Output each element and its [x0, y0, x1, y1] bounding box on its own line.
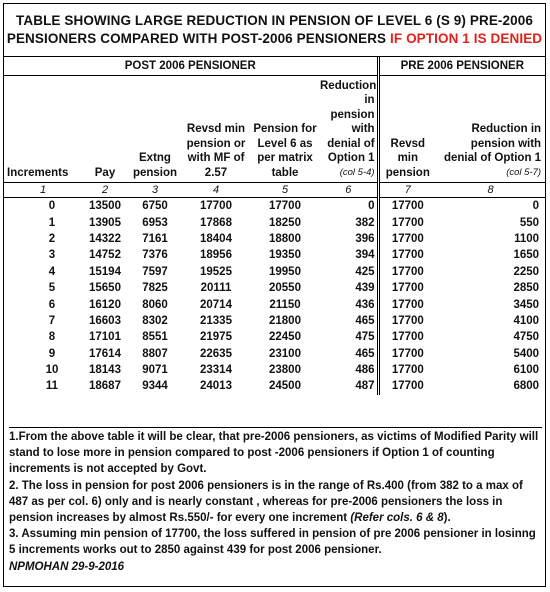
table-cell: 22450 [269, 331, 301, 344]
note-3: 3. Assuming min pension of 17700, the loss suffered in pension of pre 2006 pensioner in losinng 5 increments works out to 2850 against 439 for post 2006 pensioner. [9, 528, 536, 557]
table-cell: 4750 [513, 331, 540, 344]
header-reduction-col8-text: Reduction in pension with denial of Option 1 [443, 123, 542, 164]
table-cell: 7 [48, 314, 56, 327]
table-cell: 382 [355, 216, 375, 229]
title-line-2 [4, 30, 545, 48]
column-number: 5 [250, 183, 320, 198]
table-cell: 24013 [200, 380, 232, 393]
note-2 [9, 478, 542, 527]
table-cell: 15194 [89, 265, 121, 278]
table-row [4, 231, 545, 247]
header-pay: Pay [94, 166, 116, 179]
column-number: 1 [4, 183, 82, 198]
table-cell: 6800 [513, 380, 540, 393]
note-2-end: ). [443, 512, 451, 525]
table-cell: 23800 [269, 364, 301, 377]
table-cell: 2250 [513, 265, 540, 278]
table-cell: 465 [355, 347, 375, 360]
table-cell: 2 [48, 232, 56, 245]
table-row [4, 313, 545, 329]
table-cell: 425 [355, 265, 375, 278]
table-row [4, 280, 545, 296]
table-cell: 7161 [142, 232, 168, 245]
header-increments: Increments [7, 166, 69, 179]
table-cell: 17700 [378, 214, 436, 230]
table-row [4, 198, 545, 215]
table-cell: 3 [48, 249, 56, 262]
table-cell: 5 [48, 282, 56, 295]
note-2-reference: (Refer cols. 6 & 8 [350, 512, 444, 525]
table-cell: 475 [355, 331, 375, 344]
table-cell: 17101 [89, 331, 121, 344]
table-cell: 24500 [269, 380, 301, 393]
column-header-row [4, 76, 545, 183]
table-cell: 18800 [269, 232, 301, 245]
table-cell: 16120 [89, 298, 121, 311]
table-cell: 19950 [269, 265, 301, 278]
table-cell: 0 [48, 200, 56, 213]
table-row [4, 346, 545, 362]
title-line-1: TABLE SHOWING LARGE REDUCTION IN PENSION OF LEVEL 6 (S 9) PRE-2006 [16, 13, 533, 28]
column-number-row [4, 183, 545, 198]
table-body [4, 198, 545, 395]
table-cell: 19525 [200, 265, 232, 278]
note-1: 1.From the above table it will be clear, that pre-2006 pensioners, as victims of Modified Parity will stand to lose more in pension compared to post -2006 pensioners if Option 1 of counting increments is not accepted by Govt. [9, 431, 539, 476]
table-cell: 5400 [513, 347, 540, 360]
table-cell: 18143 [89, 364, 121, 377]
table-row [4, 214, 545, 230]
table-title [4, 12, 545, 48]
title-line-2-black: PENSIONERS COMPARED WITH POST-2006 PENSIONERS [6, 31, 391, 46]
table-cell: 17700 [269, 200, 301, 213]
table-cell: 14322 [89, 232, 121, 245]
table-cell: 17700 [378, 264, 436, 280]
table-cell: 4 [48, 265, 56, 278]
table-cell: 550 [519, 216, 540, 229]
table-cell: 17614 [89, 347, 121, 360]
table-cell: 7597 [142, 265, 168, 278]
table-cell: 21800 [269, 314, 301, 327]
table-cell: 1650 [513, 249, 540, 262]
table-cell: 10 [45, 364, 59, 377]
post-2006-group-header: POST 2006 PENSIONER [4, 57, 378, 76]
header-extng-pension: Extng pension [132, 152, 178, 179]
column-number: 4 [182, 183, 250, 198]
table-cell: 17700 [378, 198, 436, 215]
header-revsd-min-pension: Revsd min pension or with MF of 2.57 [186, 123, 246, 179]
table-cell: 6 [48, 298, 56, 311]
table-cell: 486 [355, 364, 375, 377]
table-cell: 18404 [200, 232, 232, 245]
table-cell: 18687 [89, 380, 121, 393]
table-cell: 22635 [200, 347, 232, 360]
table-cell: 0 [368, 200, 375, 213]
table-cell: 21335 [200, 314, 232, 327]
table-cell: 396 [355, 232, 375, 245]
column-number: 3 [128, 183, 182, 198]
table-cell: 439 [355, 282, 375, 295]
table-cell: 17700 [378, 362, 436, 378]
table-cell: 17700 [378, 231, 436, 247]
table-row [4, 247, 545, 263]
table-cell: 13905 [89, 216, 121, 229]
table-cell: 21975 [200, 331, 232, 344]
table-cell: 20550 [269, 282, 301, 295]
header-revsd-min: Revsd min pension [378, 76, 436, 183]
table-row [4, 378, 545, 394]
pension-table [4, 57, 545, 395]
table-cell: 17700 [378, 313, 436, 329]
table-cell: 2850 [513, 282, 540, 295]
column-number: 7 [378, 183, 436, 198]
header-level6-pension: Pension for Level 6 as per matrix table [253, 123, 317, 179]
pre-2006-group-header: PRE 2006 PENSIONER [378, 57, 545, 76]
table-cell: 18956 [200, 249, 232, 262]
table-cell: 465 [355, 314, 375, 327]
notes-section [9, 427, 542, 575]
table-cell: 8302 [142, 314, 168, 327]
table-cell: 21150 [269, 298, 301, 311]
signature: NPMOHAN 29-9-2016 [9, 560, 125, 573]
table-cell: 13500 [89, 200, 121, 213]
table-cell: 4100 [513, 314, 540, 327]
header-reduction-col8 [436, 76, 545, 183]
document-frame [3, 3, 546, 587]
table-cell: 15650 [89, 282, 121, 295]
table-cell: 17700 [378, 346, 436, 362]
table-cell: 17700 [378, 329, 436, 345]
header-reduction-col6-text: Reduction in pension with denial of Option 1 [320, 79, 377, 164]
table-cell: 3450 [513, 298, 540, 311]
table-cell: 8551 [142, 331, 168, 344]
table-cell: 6953 [142, 216, 168, 229]
table-cell: 394 [355, 249, 375, 262]
table-cell: 20714 [200, 298, 232, 311]
note-2-main: 2. The loss in pension for post 2006 pensioners is in the range of Rs.400 (from 382 to a max of 487 as per col. 6) only and is nearly constant , whereas for pre-2006 pensioners the loss in pension increases by almost Rs.550/- for every one increment [9, 479, 523, 525]
column-number: 8 [436, 183, 545, 198]
table-cell: 23100 [269, 347, 301, 360]
table-cell: 17868 [200, 216, 232, 229]
table-cell: 9 [48, 347, 56, 360]
table-cell: 8807 [142, 347, 168, 360]
table-cell: 19350 [269, 249, 301, 262]
table-cell: 1100 [514, 232, 540, 245]
table-row [4, 362, 545, 378]
table-cell: 7825 [142, 282, 168, 295]
column-number: 6 [320, 183, 378, 198]
column-number: 2 [82, 183, 128, 198]
title-line-2-red: IF OPTION 1 IS DENIED [390, 31, 543, 46]
table-cell: 8060 [142, 298, 168, 311]
table-cell: 17700 [200, 200, 232, 213]
table-cell: 14752 [89, 249, 121, 262]
table-cell: 6750 [142, 200, 168, 213]
table-cell: 23314 [200, 364, 232, 377]
table-cell: 18250 [269, 216, 301, 229]
table-cell: 17700 [378, 296, 436, 312]
table-cell: 20111 [200, 282, 232, 295]
table-cell: 17700 [378, 280, 436, 296]
table-cell: 6100 [513, 364, 540, 377]
table-cell: 8 [48, 331, 56, 344]
pension-table-container [4, 56, 545, 395]
table-cell: 17700 [378, 378, 436, 394]
header-reduction-col6 [320, 76, 378, 183]
table-cell: 11 [45, 380, 59, 393]
table-cell: 1 [48, 216, 56, 229]
header-reduction-col8-sub: (col 5-7) [506, 166, 542, 178]
table-cell: 17700 [378, 247, 436, 263]
table-row [4, 329, 545, 345]
group-header-row [4, 57, 545, 76]
table-cell: 16603 [89, 314, 121, 327]
table-cell: 436 [355, 298, 375, 311]
table-cell: 9344 [142, 380, 168, 393]
table-cell: 7376 [142, 249, 168, 262]
table-cell: 9071 [142, 364, 168, 377]
table-cell: 0 [532, 200, 540, 213]
table-cell: 487 [355, 380, 375, 393]
table-row [4, 264, 545, 280]
table-row [4, 296, 545, 312]
header-reduction-col6-sub: (col 5-4) [339, 166, 375, 178]
